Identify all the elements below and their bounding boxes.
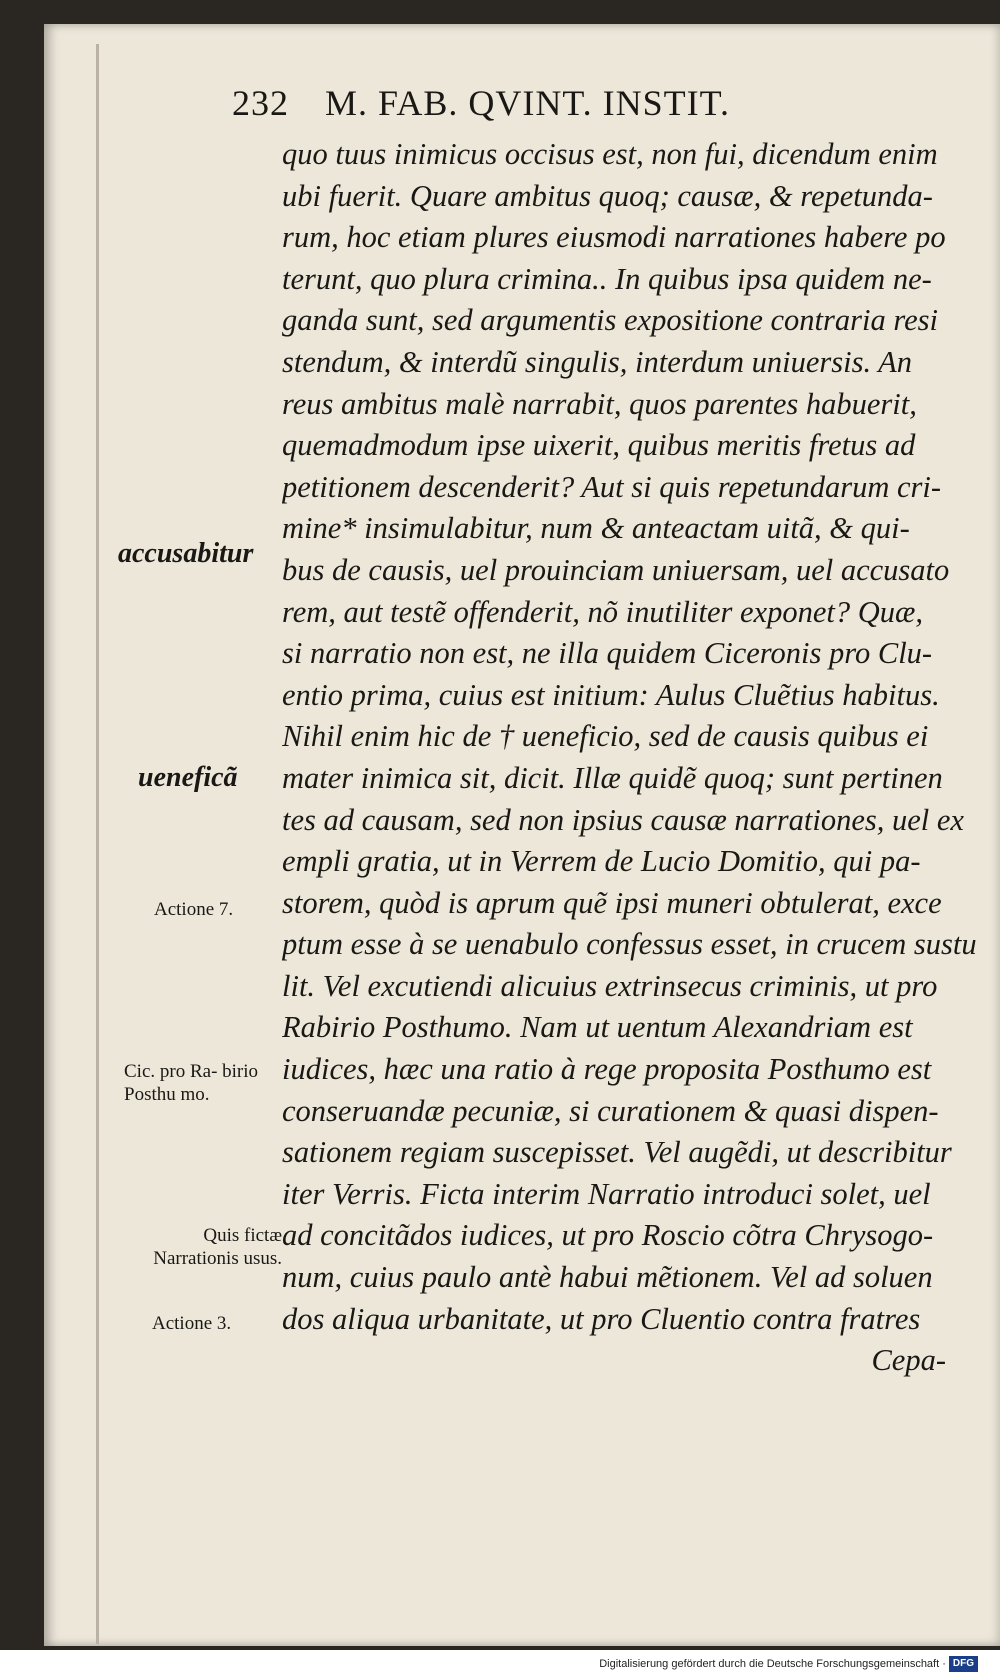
text-line: empli gratia, ut in Verrem de Lucio Domitio, qui pa- [282,844,921,879]
catchword: Cepa- [871,1343,946,1378]
text-line: si narratio non est, ne illa quidem Ciceronis pro Clu- [282,636,933,671]
text-line: ganda sunt, sed argumentis expositione contraria resi [282,303,938,338]
text-line: bus de causis, uel prouinciam uniuersam, uel accusato [282,552,950,587]
text-line: lit. Vel excutiendi alicuius extrinsecus criminis, ut pro [282,968,938,1003]
digitization-credit [599,1653,978,1675]
running-title: M. FAB. QVINT. INSTIT. [325,83,730,123]
text-line: ptum esse à se uenabulo confessus esset, in crucem sustu [282,927,977,962]
text-line: stendum, & interdũ singulis, interdum uniuersis. An [282,344,913,379]
text-line: quemadmodum ipse uixerit, quibus meritis fretus ad [282,428,916,463]
text-line: ad concitãdos iudices, ut pro Roscio cõtra Chrysogo- [282,1218,934,1253]
text-line: sationem regiam suscepisset. Vel augẽdi, ut describitur [282,1135,952,1170]
marginal-note: ueneficã [138,762,238,793]
text-line: Nihil enim hic de † ueneficio, sed de causis quibus ei [282,719,929,754]
running-head [232,82,902,132]
text-line: mater inimica sit, dicit. Illæ quidẽ quoq; sunt pertinen [282,760,943,795]
marginal-note: Actione 3. [152,1313,232,1334]
text-line: petitionem descenderit? Aut si quis repetundarum cri- [282,469,942,504]
text-line: num, cuius paulo antè habui mẽtionem. Vel ad soluen [282,1260,933,1295]
text-line: rem, aut testẽ offenderit, nõ inutiliter exponet? Quæ, [282,594,923,629]
page-number: 232 [232,83,289,123]
text-line: Rabirio Posthumo. Nam ut uentum Alexandriam est [282,1010,913,1045]
text-line: iter Verris. Ficta interim Narratio introduci solet, uel [282,1176,931,1211]
text-line: tes ad causam, sed non ipsius causæ narrationes, uel ex [282,802,964,837]
body-text [282,134,982,1382]
dfg-logo: DFG [949,1656,978,1672]
text-line: entio prima, cuius est initium: Aulus Cluẽtius habitus. [282,677,940,712]
text-line: mine* insimulabitur, num & anteactam uitã, & qui- [282,511,910,546]
text-line: dos aliqua urbanitate, ut pro Cluentio contra fratres [282,1301,921,1336]
page-gutter [96,44,99,1644]
text-line: ubi fuerit. Quare ambitus quoq; causæ, & repetunda- [282,178,933,213]
credit-text: Digitalisierung gefördert durch die Deutsche Forschungsgemeinschaft · [599,1658,946,1670]
text-line: iudices, hæc una ratio à rege proposita Posthumo est [282,1052,932,1087]
marginal-note: Cic. pro Ra- birio Posthu mo. [124,1061,259,1105]
text-line: rum, hoc etiam plures eiusmodi narrationes habere po [282,220,946,255]
marginal-note: accusabitur [118,538,254,569]
text-line: reus ambitus malè narrabit, quos parentes habuerit, [282,386,917,421]
text-line: conseruandæ pecuniæ, si curationem & quasi dispen- [282,1093,939,1128]
marginal-note: Quis fictæ Narrationis usus. [153,1225,282,1269]
marginal-note: Actione 7. [154,899,234,920]
text-line: storem, quòd is aprum quẽ ipsi muneri obtulerat, exce [282,885,942,920]
text-line: quo tuus inimicus occisus est, non fui, dicendum enim [282,137,938,171]
text-line: terunt, quo plura crimina.. In quibus ipsa quidem ne- [282,261,932,296]
